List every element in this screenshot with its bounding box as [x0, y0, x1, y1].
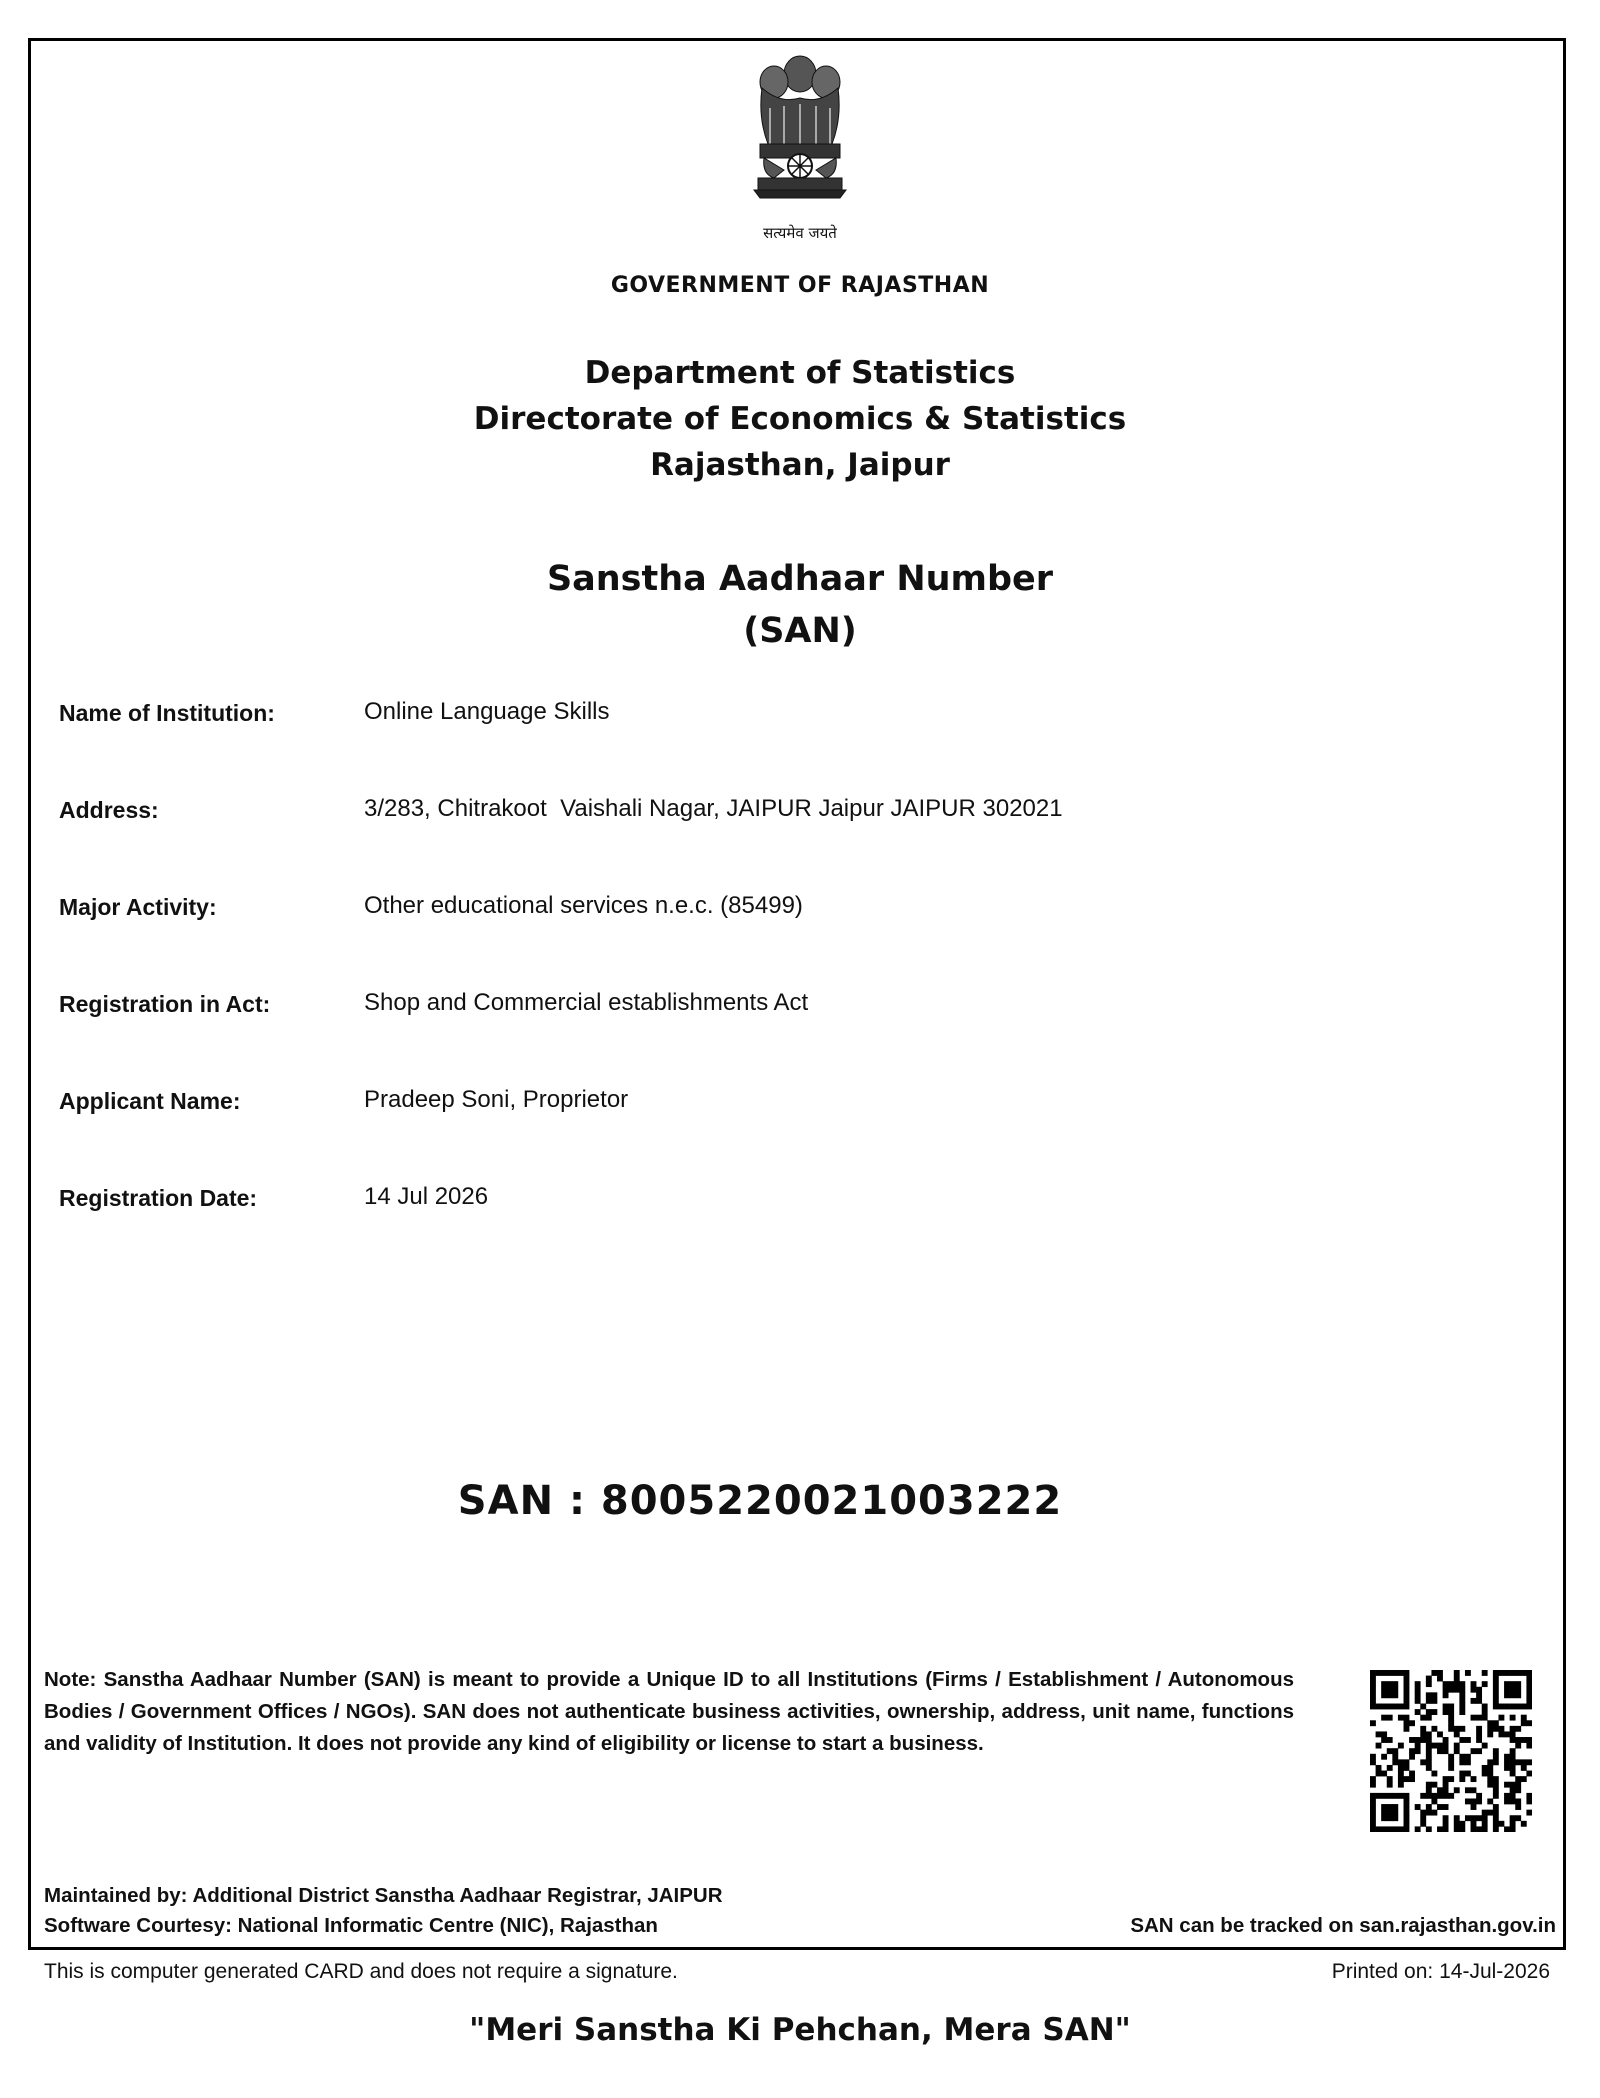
department-block [0, 350, 1600, 488]
field-value-address: 3/283, Chitrakoot Vaishali Nagar, JAIPUR Jaipur JAIPUR 302021 [364, 795, 1063, 822]
department-name: Department of Statistics [584, 355, 1016, 391]
location-name: Rajasthan, Jaipur [650, 447, 950, 483]
field-value-applicant-name: Pradeep Soni, Proprietor [364, 1086, 629, 1113]
field-value-registration-act: Shop and Commercial establishments Act [364, 989, 809, 1016]
san-number: SAN : 8005220021003222 [457, 1478, 1063, 1524]
computer-generated-note: This is computer generated CARD and does not require a signature. [44, 1960, 678, 1983]
field-value-registration-date: 14 Jul 2026 [364, 1183, 489, 1210]
tracking-info: SAN can be tracked on san.rajasthan.gov.in [1130, 1914, 1556, 1937]
field-label-major-activity: Major Activity: [59, 894, 217, 920]
field-value-institution: Online Language Skills [364, 698, 610, 725]
field-label-registration-date: Registration Date: [59, 1185, 258, 1211]
qr-code-icon [1370, 1670, 1532, 1832]
state-emblem [740, 48, 860, 248]
maintained-by: Maintained by: Additional District Sanstha Aadhaar Registrar, JAIPUR [44, 1884, 723, 1907]
directorate-name: Directorate of Economics & Statistics [473, 401, 1127, 437]
field-value-major-activity: Other educational services n.e.c. (85499) [364, 892, 803, 919]
printed-on-date: Printed on: 14-Jul-2026 [1331, 1960, 1550, 1983]
government-heading: GOVERNMENT OF RAJASTHAN [610, 273, 990, 298]
qr-code[interactable] [1370, 1670, 1532, 1832]
slogan: "Meri Sanstha Ki Pehchan, Mera SAN" [469, 2012, 1131, 2048]
emblem-motto: सत्यमेव जयते [763, 224, 837, 242]
card-title-line1: Sanstha Aadhaar Number [546, 559, 1054, 599]
card-title-line2: (SAN) [743, 611, 857, 651]
field-label-applicant-name: Applicant Name: [59, 1088, 241, 1114]
field-label-registration-act: Registration in Act: [59, 991, 271, 1017]
software-courtesy: Software Courtesy: National Informatic Centre (NIC), Rajasthan [44, 1914, 658, 1937]
field-label-institution: Name of Institution: [59, 700, 275, 726]
card-title [0, 553, 1600, 657]
disclaimer-note: Note: Sanstha Aadhaar Number (SAN) is meant to provide a Unique ID to all Institutions (Firms / Establishment / Autonomous Bodies / Government Offices / NGOs). SAN does not authenticate business activities, ownership, address, unit name, functions and validity of Institution. It does not provide any kind of eligibility or license to start a business. [44, 1668, 1294, 1755]
state-emblem-icon [740, 48, 860, 248]
field-label-address: Address: [59, 797, 159, 823]
